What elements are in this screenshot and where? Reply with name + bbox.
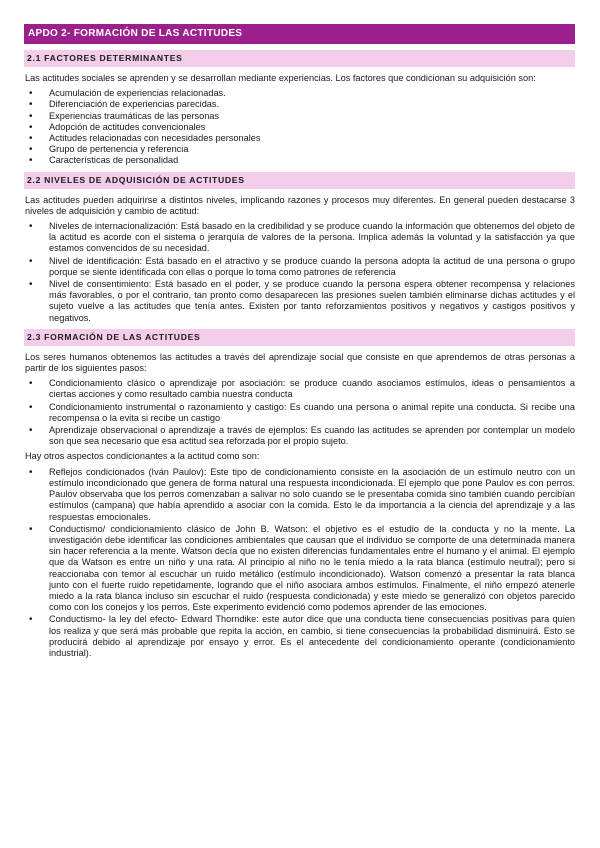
list-pasos [24,378,575,447]
document-page [24,24,575,663]
list-item: • Actitudes relacionadas con necesidades personales [46,133,575,144]
list-aspectos [24,467,575,659]
list-item: • Experiencias traumáticas de las personas [46,111,575,122]
section-intro-aspectos: Hay otros aspectos condicionantes a la actitud como son: [25,451,260,462]
list-item: • Conductismo- la ley del efecto- Edward Thorndike: este autor dice que una conducta tiene consecuencias positivas para quien los realiza y que será más probable que repita la acción, en cambio, si tiene consecuencias la probabilidad disminuirá. Esto se producirá debido al aprendizaje por ensayo y error. Es el antecedente del condicionamiento operante (condicionamiento industrial). [46,614,575,659]
list-item: • Condicionamiento clásico o aprendizaje por asociación: se produce cuando asociamos estímulos, ideas o pensamientos a ciertas acciones y como resultado cambia nuestra conducta [46,378,575,400]
list-item: • Adopción de actitudes convencionales [46,122,575,133]
list-item: • Acumulación de experiencias relacionadas. [46,88,575,99]
section-header-niveles: 2.2 NIVELES DE ADQUISICIÓN DE ACTITUDES [24,172,575,189]
section-intro-niveles: Las actitudes pueden adquirirse a distintos niveles, implicando razones y procesos muy diferentes. En general pueden destacarse 3 niveles de adquisición y cambio de actitud: [25,194,575,216]
section-header-factores: 2.1 FACTORES DETERMINANTES [24,50,575,67]
list-item: • Nivel de consentimiento: Está basado en el poder, y se produce cuando la persona espera obtener recompensa y relaciones más favorables, o por el contrario, tan pronto como desaparecen las presiones suelen también eliminarse dichas actitudes y el sujeto vuelve a las actitudes que tenía antes. Existen por tanto reforzamientos positivos y negativos y castigos positivos y negativos. [46,279,575,324]
list-item: • Reflejos condicionados (Iván Paulov): Este tipo de condicionamiento consiste en la asociación de un estímulo neutro con un estímulo incondicionado que genera de forma natural una respuesta incondicionada. El ejemplo que pone Paulov es con perros. Paulov observaba que los perros comenzaban a salivar no solo cuando se le presentaba comida sino también cuando percibían estímulos (campana) que había aprendido a asociar con la comida. Esto le da importancia a la ciencia del aprendizaje y a las respuestas emocionales. [46,467,575,523]
list-item: • Nivel de identificación: Está basado en el atractivo y se produce cuando la persona adopta la actitud de una persona o grupo porque se siente identificada con ellas o porque lo toma como patrones de referencia [46,256,575,278]
section-intro-formacion: Los seres humanos obtenemos las actitudes a través del aprendizaje social que consiste en que aprendemos de otras personas a partir de los siguientes pasos: [25,351,575,374]
list-item: • Aprendizaje observacional o aprendizaje a través de ejemplos: Es cuando las actitudes se aprenden por contemplar un modelo son que sea necesario que esa actitud sea reforzada por el propio sujeto. [46,425,575,447]
list-item: • Conductismo/ condicionamiento clásico de John B. Watson: el objetivo es el estudio de la conducta y no la mente. La investigación debe identificar las condiciones ambientales que causan que el individuo se comporte de una determinada manera sin hacer referencia a la mente. Watson decía que no existen diferencias fundamentales entre el humano y el animal. El ejemplo que da Watson es entre un niño y una rata. Al principio al niño no le tenía miedo a la rata blanca (estímulo neutral); pero si reaccionaba con temor al escuchar un ruido metálico (estímulo incondicionado). Watson comenzó a presentar la rata blanca junto con el fuerte ruido repetidamente, logrando que el niño asociara ambos estímulos. Finalmente, el niño empezó atenerle miedo a la rata blanca incluso sin escuchar el ruido (respuesta condicionada) y este miedo se generalizó con objetos parecido como con los conejos y los perros. Este experimento evidenció como podemos aprender de las emociones. [46,524,575,614]
list-item: • Características de personalidad [46,155,575,166]
main-section-header: APDO 2- FORMACIÓN DE LAS ACTITUDES [24,24,575,44]
list-niveles [24,221,575,324]
section-header-formacion: 2.3 FORMACIÓN DE LAS ACTITUDES [24,329,575,346]
list-item: • Diferenciación de experiencias parecidas. [46,99,575,110]
list-item: • Grupo de pertenencia y referencia [46,144,575,155]
section-intro-factores: Las actitudes sociales se aprenden y se desarrollan mediante experiencias. Los factores que condicionan su adquisición son: [25,73,536,83]
list-factores [24,88,575,166]
list-item: • Niveles de internacionalización: Está basado en la credibilidad y se produce cuando la información que obtenemos del objeto de la actitud es acorde con el sistema o jerarquía de valores de la persona. Implica además la voluntad y la satisfacción ya que estamos convencidos de su necesidad. [46,221,575,255]
list-item: • Condicionamiento instrumental o razonamiento y castigo: Es cuando una persona o animal repite una conducta. Si recibe una recompensa o la evita si recibe un castigo [46,402,575,424]
